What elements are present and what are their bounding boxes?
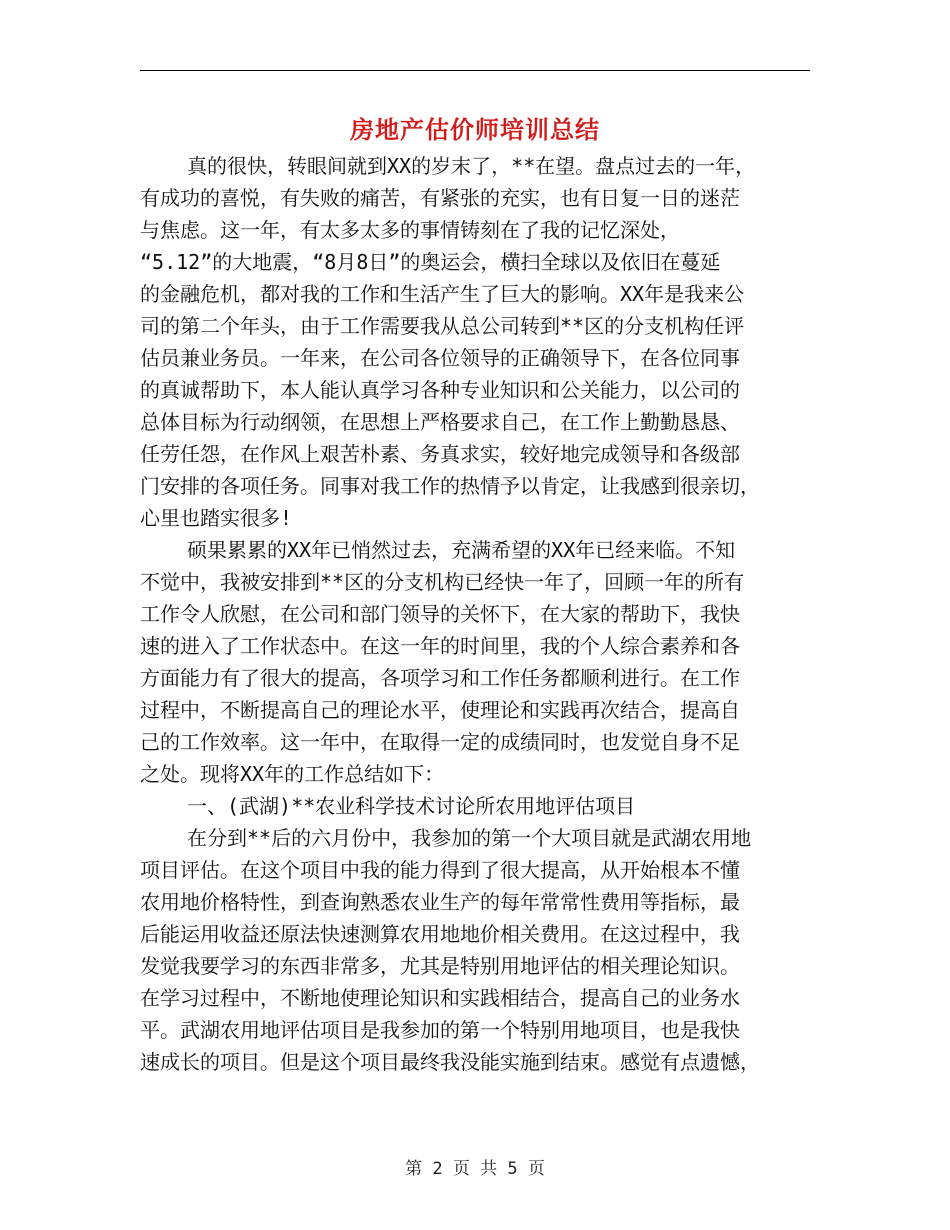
text-line: 过程中，不断提高自己的理论水平，使理论和实践再次结合，提高自 bbox=[140, 698, 740, 722]
text-line: “5.12”的大地震，“8月8日”的奥运会，横扫全球以及依旧在蔓延 bbox=[140, 250, 721, 274]
header-rule bbox=[140, 70, 810, 71]
page-footer: 第 2 页 共 5 页 bbox=[405, 1159, 545, 1179]
text-line: 司的第二个年头，由于工作需要我从总公司转到**区的分支机构任评 bbox=[140, 314, 745, 338]
text-line: 农用地价格特性，到查询熟悉农业生产的每年常常性费用等指标，最 bbox=[140, 890, 740, 914]
document-body bbox=[140, 150, 812, 1078]
text-line: 总体目标为行动纲领，在思想上严格要求自己，在工作上勤勤恳恳、 bbox=[140, 410, 740, 434]
text-line: 硕果累累的XX年已悄然过去，充满希望的XX年已经来临。不知 bbox=[187, 538, 736, 562]
document-title: 房地产估价师培训总结 bbox=[350, 115, 600, 144]
text-line: 方面能力有了很大的提高，各项学习和工作任务都顺利进行。在工作 bbox=[140, 666, 740, 690]
text-line: 后能运用收益还原法快速测算农用地地价相关费用。在这过程中，我 bbox=[140, 922, 740, 946]
text-line: 与焦虑。这一年，有太多太多的事情铸刻在了我的记忆深处， bbox=[140, 218, 680, 242]
text-line: 不觉中，我被安排到**区的分支机构已经快一年了，回顾一年的所有 bbox=[140, 570, 745, 594]
text-line: 的金融危机，都对我的工作和生活产生了巨大的影响。XX年是我来公 bbox=[140, 282, 745, 306]
text-line: 一、(武湖)**农业科学技术讨论所农用地评估项目 bbox=[187, 794, 636, 818]
text-line: 项目评估。在这个项目中我的能力得到了很大提高，从开始根本不懂 bbox=[140, 858, 740, 882]
text-line: 任劳任怨，在作风上艰苦朴素、务真求实，较好地完成领导和各级部 bbox=[140, 442, 740, 466]
text-line: 的真诚帮助下，本人能认真学习各种专业知识和公关能力，以公司的 bbox=[140, 378, 740, 402]
text-line: 己的工作效率。这一年中，在取得一定的成绩同时，也发觉自身不足 bbox=[140, 730, 740, 754]
text-line: 工作令人欣慰，在公司和部门领导的关怀下，在大家的帮助下，我快 bbox=[140, 602, 740, 626]
text-line: 速的进入了工作状态中。在这一年的时间里，我的个人综合素养和各 bbox=[140, 634, 740, 658]
text-line: 在学习过程中，不断地使理论知识和实践相结合，提高自己的业务水 bbox=[140, 986, 740, 1010]
text-line: 门安排的各项任务。同事对我工作的热情予以肯定，让我感到很亲切， bbox=[140, 474, 760, 498]
text-line: 心里也踏实很多! bbox=[140, 506, 293, 530]
text-line: 真的很快，转眼间就到XX的岁末了，**在望。盘点过去的一年， bbox=[187, 154, 756, 178]
text-line: 在分到**后的六月份中，我参加的第一个大项目就是武湖农用地 bbox=[187, 826, 752, 850]
text-line: 发觉我要学习的东西非常多，尤其是特别用地评估的相关理论知识。 bbox=[140, 954, 740, 978]
text-line: 平。武湖农用地评估项目是我参加的第一个特别用地项目，也是我快 bbox=[140, 1018, 740, 1042]
text-line: 速成长的项目。但是这个项目最终我没能实施到结束。感觉有点遗憾， bbox=[140, 1050, 760, 1074]
text-line: 有成功的喜悦，有失败的痛苦，有紧张的充实，也有日复一日的迷茫 bbox=[140, 186, 740, 210]
text-line: 之处。现将XX年的工作总结如下： bbox=[140, 762, 445, 786]
text-line: 估员兼业务员。一年来，在公司各位领导的正确领导下，在各位同事 bbox=[140, 346, 740, 370]
